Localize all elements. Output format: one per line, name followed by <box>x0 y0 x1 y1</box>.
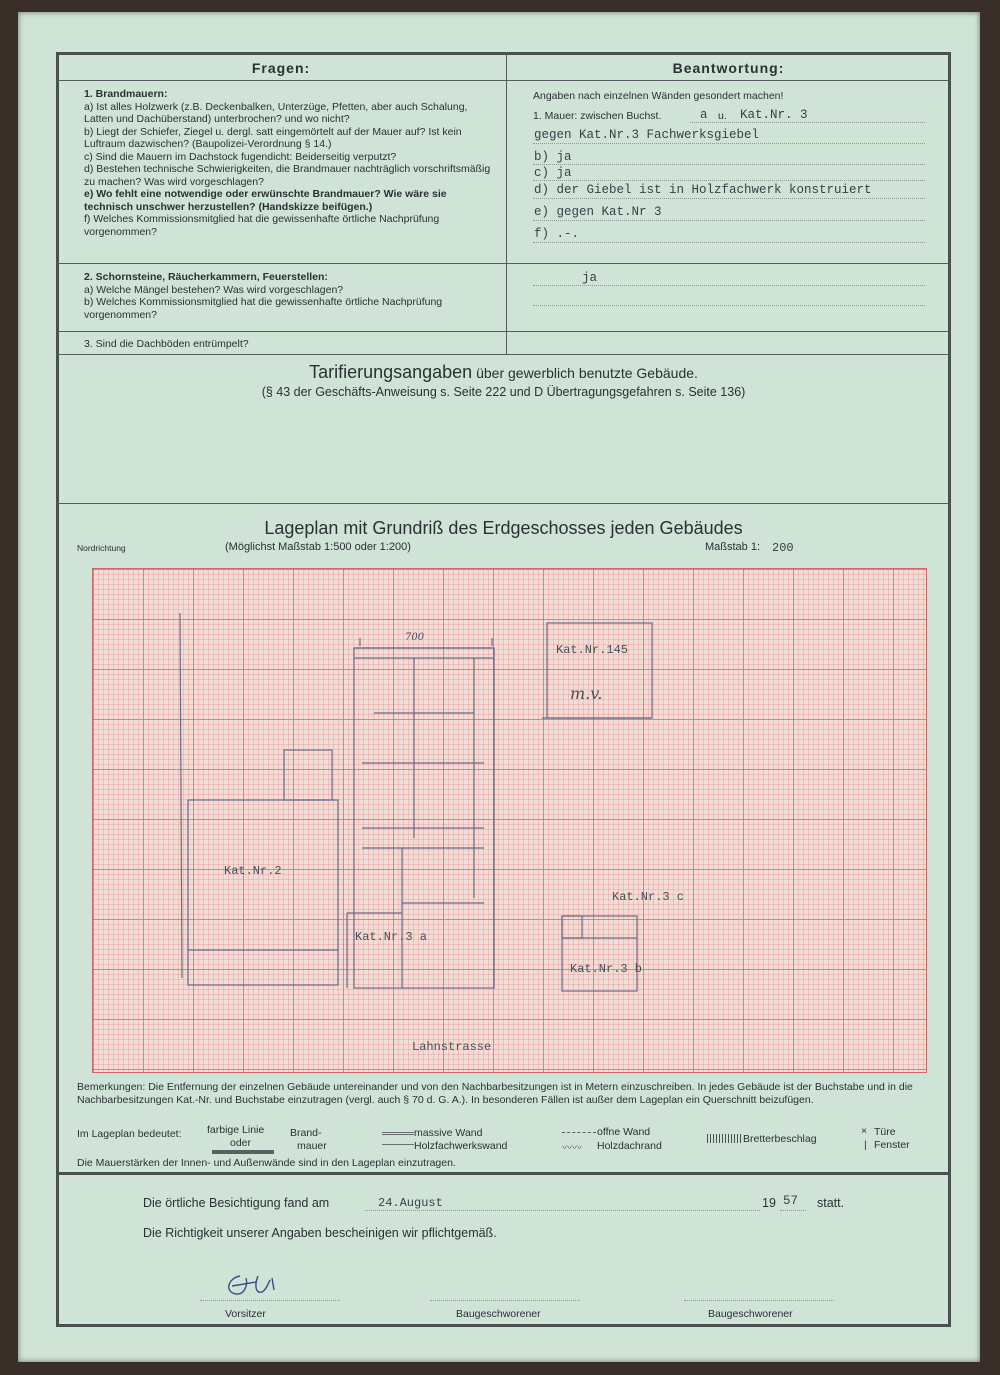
footer-year-suffix: 57 <box>783 1194 799 1208</box>
legend-mauer: mauer <box>297 1140 327 1152</box>
legend-fenster-icon: | <box>864 1139 867 1151</box>
legend-oder: oder <box>230 1137 252 1149</box>
question-1f: f) Welches Kommissionsmitglied hat die gewissenhafte örtliche Nachprüfung vorgenommen? <box>84 213 440 238</box>
divider-q3 <box>56 331 951 332</box>
answer-d: d) der Giebel ist in Holzfachwerk konstruiert <box>534 183 872 197</box>
plan-kat2-annex <box>284 750 332 800</box>
label-kat2: Kat.Nr.2 <box>224 864 282 878</box>
question-1d: d) Bestehen technische Schwierigkeiten, die Brandmauer nachträglich vorschriftsmäßig zu machen? Was wird vorgeschlagen? <box>84 163 491 188</box>
tarif-subtitle: (§ 43 der Geschäfts-Anweisung s. Seite 222 und D Übertragungsgefahren s. Seite 136) <box>261 385 746 399</box>
legend-massiv-swatch <box>382 1132 414 1135</box>
dotline-baugeschworener-2 <box>684 1300 834 1301</box>
question-1e: e) Wo fehlt eine notwendige oder erwünschte Brandmauer? Wie wäre sie technisch unschwer herzustellen? (Handskizze beifügen.) <box>84 188 447 213</box>
dotline-q2-1 <box>533 285 925 286</box>
floor-plan-sketch <box>92 568 927 1073</box>
question-2b: b) Welches Kommissionsmitglied hat die gewissenhafte örtliche Nachprüfung vorgenommen? <box>84 296 443 321</box>
tarif-title-main: Tarifierungsangaben <box>309 362 473 382</box>
legend-holzfach: Holzfachwerkswand <box>414 1140 508 1152</box>
legend-massiv: massive Wand <box>414 1127 483 1139</box>
label-dim-top: 700 <box>405 632 425 643</box>
legend-tuere: Türe <box>874 1126 896 1138</box>
tarif-title <box>56 362 951 383</box>
mauer-kat: Kat.Nr. 3 <box>740 108 808 122</box>
divider-tarif <box>56 354 951 355</box>
legend-bretter: Bretterbeschlag <box>743 1133 817 1145</box>
legend-holzdach-swatch: 〰〰 <box>562 1143 582 1154</box>
legend-brandmauer-swatch <box>212 1150 274 1154</box>
question-1c: c) Sind die Mauern im Dachstock fugendicht: Beiderseitig verputzt? <box>84 150 397 163</box>
question-2a: a) Welche Mängel bestehen? Was wird vorgeschlagen? <box>84 283 344 296</box>
label-street: Lahnstrasse <box>412 1040 492 1054</box>
header-divider <box>56 80 951 81</box>
question-1-block <box>84 88 494 238</box>
divider-lageplan <box>56 503 951 504</box>
lageplan-title: Lageplan mit Grundriß des Erdgeschosses jeden Gebäudes <box>264 518 743 538</box>
header-beantwortung: Beantwortung: <box>672 60 785 76</box>
dotline-date <box>365 1210 760 1211</box>
footer-statt: statt. <box>817 1196 845 1210</box>
dotline-baugeschworener-1 <box>430 1300 580 1301</box>
footer-besichtigung: Die örtliche Besichtigung fand am <box>143 1196 330 1210</box>
tarif-title-rest: über gewerblich benutzte Gebäude. <box>472 365 698 381</box>
mauer-label: 1. Mauer: zwischen Buchst. <box>533 110 662 122</box>
header-fragen: Fragen: <box>251 60 311 76</box>
legend-offne: offne Wand <box>597 1126 651 1138</box>
question-1-title: 1. Brandmauern: <box>84 88 168 100</box>
dotline-q2-2 <box>533 305 925 306</box>
massstab-label: Maßstab 1: <box>705 541 761 553</box>
question-2-title: 2. Schornsteine, Räucherkammern, Feuerstellen: <box>84 271 328 283</box>
answer-f: f) .-. <box>534 227 580 241</box>
question-1a: a) Ist alles Holzwerk (z.B. Deckenbalken, Unterzüge, Pfetten, aber auch Schalung, Latten und Dachüberstand) unterbrochen? und wo nicht? <box>84 100 468 125</box>
signature-vorsitzer <box>222 1268 282 1304</box>
mauer-u: u. <box>718 110 727 122</box>
divider-q2 <box>56 263 951 264</box>
divider-footer <box>56 1172 951 1175</box>
dotline-vorsitzer <box>200 1300 340 1301</box>
legend-mauerstaerken: Die Mauerstärken der Innen- und Außenwände sind in den Lageplan einzutragen. <box>77 1157 456 1169</box>
footer-baugeschworener-1: Baugeschworener <box>456 1308 541 1320</box>
legend-holzfach-swatch <box>382 1144 414 1145</box>
footer-year-prefix: 19 <box>762 1196 776 1210</box>
legend-bretter-swatch <box>707 1134 741 1143</box>
dotline-3 <box>533 180 925 181</box>
legend-intro: Im Lageplan bedeutet: <box>77 1128 182 1140</box>
bemerkungen: Bemerkungen: Die Entfernung der einzelnen Gebäude untereinander und von den Nachbarbesitzungen ist in Metern einzuschreiben. In jedes Gebäude ist der Buchstabe und in die Nachbarbesitzungen Kat.-Nr. und Buchstabe einzutragen (vergl. auch § 70 d. G. A.). In besonderen Fällen ist außer dem Lageplan ein Querschnitt beizufügen. <box>77 1081 913 1106</box>
plan-kat3b-small <box>562 916 582 938</box>
legend-offne-swatch <box>562 1132 596 1133</box>
plan-kat145 <box>547 623 652 718</box>
footer-vorsitzer: Vorsitzer <box>225 1308 266 1320</box>
legend-brand: Brand- <box>290 1127 322 1139</box>
dotline-year <box>780 1210 806 1211</box>
dotline-4 <box>533 198 925 199</box>
answer-e: e) gegen Kat.Nr 3 <box>534 205 662 219</box>
answer-q2: ja <box>582 271 598 285</box>
legend-farbige: farbige Linie <box>207 1124 265 1136</box>
footer-date: 24.August <box>378 1196 443 1210</box>
column-divider <box>506 52 507 355</box>
dotline-1 <box>533 143 925 144</box>
massstab-value: 200 <box>772 541 794 555</box>
dotline-6 <box>533 242 925 243</box>
massstab-hint: (Möglichst Maßstab 1:500 oder 1:200) <box>225 541 411 553</box>
answer-b: b) ja <box>534 150 572 164</box>
answer-gegen: gegen Kat.Nr.3 Fachwerksgiebel <box>534 128 760 142</box>
label-kat3a: Kat.Nr.3 a <box>355 930 428 944</box>
plan-line-left <box>180 613 182 978</box>
answer-c: c) ja <box>534 166 572 180</box>
dotline-2 <box>533 164 925 165</box>
question-2-block <box>84 271 494 321</box>
legend-holzdach: Holzdachrand <box>597 1140 662 1152</box>
legend-fenster: Fenster <box>874 1139 910 1151</box>
legend-tuere-icon: × <box>861 1125 868 1137</box>
label-kat3c: Kat.Nr.3 c <box>612 890 685 904</box>
dotline-5 <box>533 220 925 221</box>
dotline-mauer <box>690 122 925 123</box>
footer-richtigkeit: Die Richtigkeit unserer Angaben bescheinigen wir pflichtgemäß. <box>143 1226 497 1240</box>
label-kat3b: Kat.Nr.3 b <box>570 962 643 976</box>
plan-kat2 <box>188 800 338 985</box>
question-3: 3. Sind die Dachböden entrümpelt? <box>84 338 249 350</box>
answers-intro: Angaben nach einzelnen Wänden gesondert machen! <box>533 90 784 102</box>
question-1b: b) Liegt der Schiefer, Ziegel u. dergl. satt eingemörtelt auf der Mauer auf? Ist kein Luftraum dazwischen? (Baupolizei-Verordnung § 14.) <box>84 125 462 150</box>
footer-baugeschworener-2: Baugeschworener <box>708 1308 793 1320</box>
nordrichtung: Nordrichtung <box>77 543 126 553</box>
label-kat145: Kat.Nr.145 <box>556 643 629 657</box>
label-kat145-note: m.v. <box>570 684 603 703</box>
mauer-a: a <box>700 108 708 122</box>
plan-kat3b <box>562 916 637 991</box>
